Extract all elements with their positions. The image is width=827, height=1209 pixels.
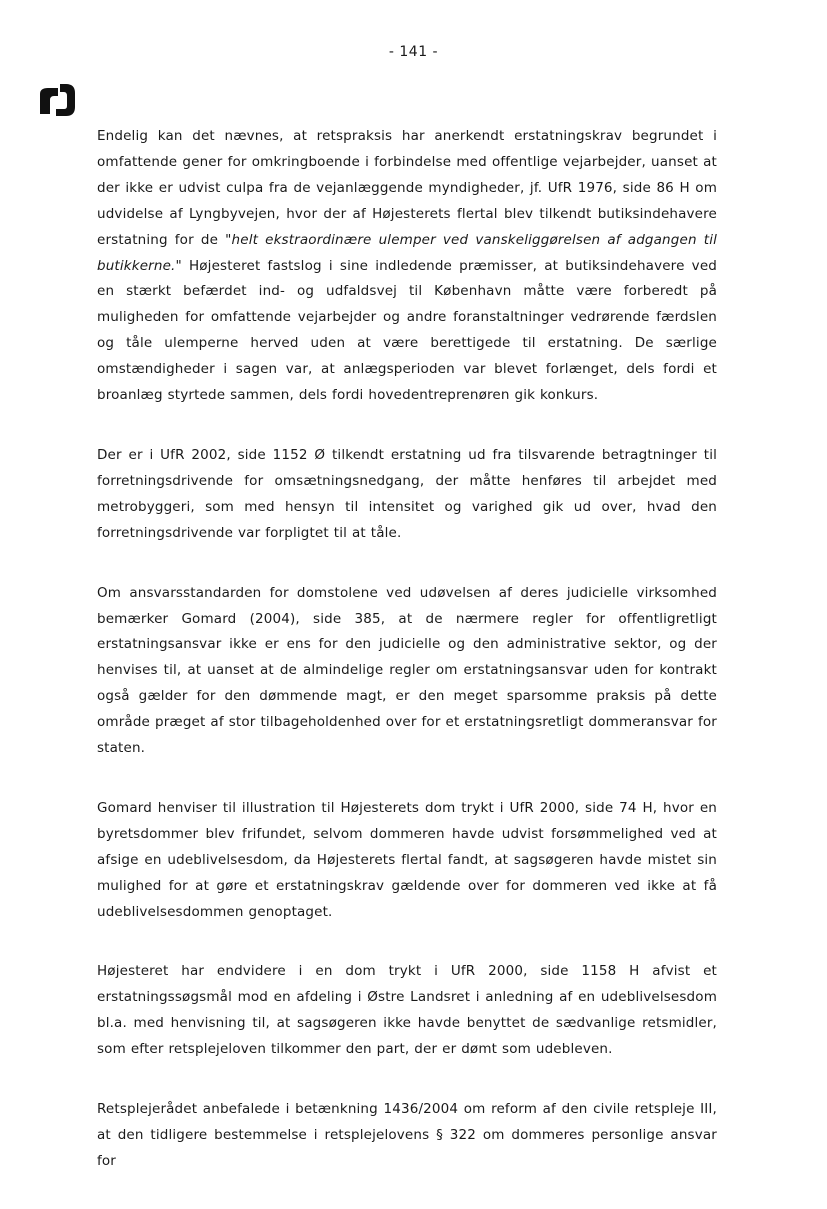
publisher-logo-icon: [36, 80, 78, 118]
paragraph-4: Gomard henviser til illustration til Højesterets dom trykt i UfR 2000, side 74 H, hvor en byretsdommer blev frifundet, selvom dommeren havde udvist forsømmelighed ved at afsige en udeblivelsesdom, da Højesterets flertal fandt, at sagsøgeren havde mistet sin mulighed for at gøre et erstatningskrav gældende over for dommeren ved ikke at få udeblivelsesdommen genoptaget.: [97, 799, 717, 920]
paragraph-1-quote: "helt ekstraordinære ulemper ved vanskeliggørelsen af adgangen til butikkerne.": [97, 231, 717, 274]
paragraph-2: Der er i UfR 2002, side 1152 Ø tilkendt erstatning ud fra tilsvarende betragtninger til forretningsdrivende for omsætningsnedgang, der måtte henføres til arbejdet med metrobyggeri, som med hensyn til intensitet og varighed gik ud over, hvad den forretningsdrivende var forpligtet til at tåle.: [97, 446, 717, 541]
paragraph-1-text: Endelig kan det nævnes, at retspraksis har anerkendt erstatningskrav begrundet i omfattende gener for omkringboende i forbindelse med offentlige vejarbejder, uanset at der ikke er udvist culpa fra de vejanlæggende myndigheder, jf. UfR 1976, side 86 H om udvidelse af Lyngbyvejen, hvor der af Højesterets flertal blev tilkendt butiksindehavere erstatning for de: [97, 128, 717, 248]
paragraph-6: Retsplejerådet anbefalede i betænkning 1436/2004 om reform af den civile retspleje III, at den tidligere bestemmelse i retsplejelovens § 322 om dommeres personlige ansvar for: [97, 1101, 717, 1169]
paragraph-3: Om ansvarsstandarden for domstolene ved udøvelsen af deres judicielle virksomhed bemærker Gomard (2004), side 385, at de nærmere regler for offentligretligt erstatningsansvar ikke er ens for den judicielle og den administrative sektor, og der henvises til, at uanset at de almindelige regler om erstatningsansvar uden for kontrakt også gælder for den dømmende magt, er den meget sparsomme praksis på dette område præget af stor tilbageholdenhed over for et erstatningsretligt dommeransvar for staten.: [97, 584, 717, 757]
page-number: - 141 -: [388, 44, 439, 60]
document-body: [97, 124, 717, 1209]
paragraph-1-text-continued: Højesteret fastslog i sine indledende præmisser, at butiksindehavere ved en stærkt befærdet ind- og udfaldsvej til København måtte være forberedt på muligheden for omfattende vejarbejder og andre foranstaltninger vedrørende færdslen og tåle ulemperne herved uden at være berettigede til erstatning. De særlige omstændigheder i sagen var, at anlægsperioden var blevet forlænget, dels fordi et broanlæg styrtede sammen, dels fordi hovedentreprenøren gik konkurs.: [97, 257, 717, 404]
paragraph-5: Højesteret har endvidere i en dom trykt i UfR 2000, side 1158 H afvist et erstatningssøgsmål mod en afdeling i Østre Landsret i anledning af en udeblivelsesdom bl.a. med henvisning til, at sagsøgeren ikke havde benyttet de sædvanlige retsmidler, som efter retsplejeloven tilkommer den part, der er dømt som udebleven.: [97, 963, 717, 1058]
paragraph-1: [97, 124, 717, 409]
